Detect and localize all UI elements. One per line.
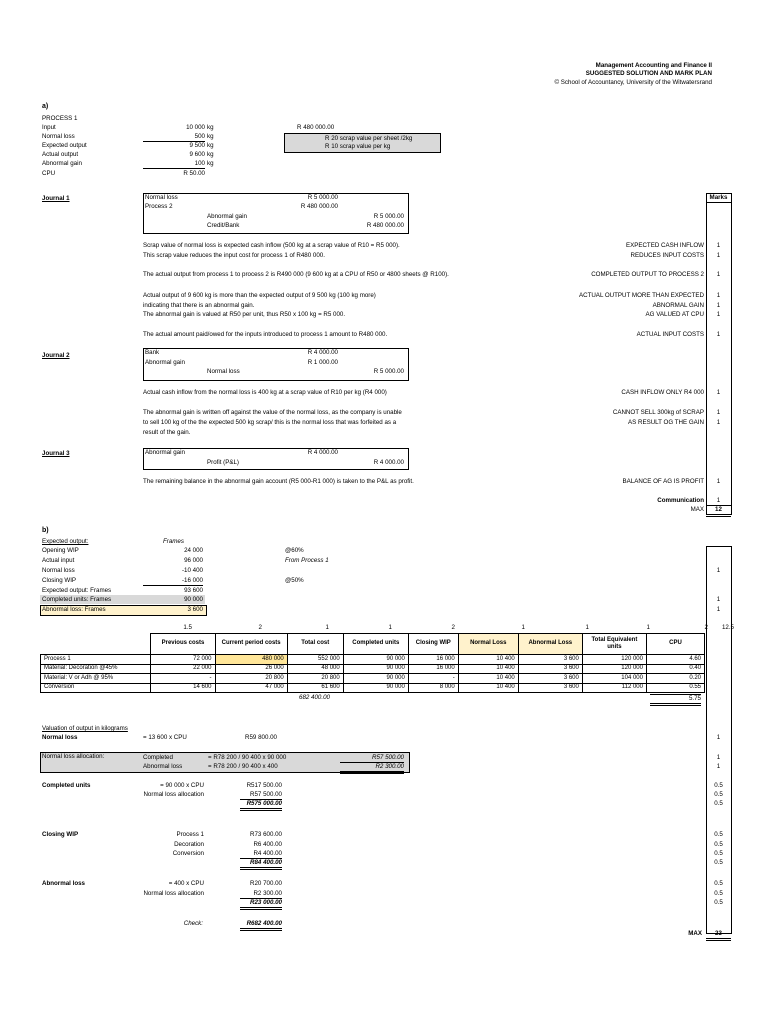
closing-mark: 0.5 (714, 831, 723, 838)
communication-mark: 1 (706, 497, 731, 506)
part-a-label: a) (42, 103, 49, 110)
table-cell: 3 600 (518, 674, 582, 684)
header-line3: © School of Accountancy, University of the Witwatersrand (554, 79, 712, 86)
process1-row-value: R 50.00 (183, 170, 205, 177)
process1-row-unit: kg (207, 142, 214, 149)
max-a-label: MAX (690, 506, 704, 513)
process1-row-value: 9 600 (189, 151, 205, 158)
expected-output-value: 96 000 (184, 557, 203, 564)
table-row (41, 655, 705, 665)
table-cell: 22 000 (151, 664, 215, 674)
table-cell: 10 400 (458, 664, 518, 674)
scrap-value-box (284, 133, 441, 153)
table-cell: 16 000 (408, 655, 458, 665)
exp-c-text: The remaining balance in the abnormal gain account (R5 000-R1 000) is taken to the P&L as profit. (143, 478, 414, 485)
table-row-label: Process 1 (41, 655, 151, 665)
journal-debit: R 4 000.00 (307, 349, 338, 356)
explanation-text: Actual cash inflow from the normal loss is 400 kg at a scrap value of R10 per kg (R4 000) (143, 389, 387, 396)
journal-account: Abnormal gain (145, 358, 185, 366)
header-line1: Management Accounting and Finance II (595, 62, 712, 69)
table-column-mark: 2 (258, 624, 262, 631)
table-cell: 3 600 (518, 683, 582, 693)
alloc-row-calc: = R78 200 / 90 400 x 90 000 (208, 754, 287, 761)
closing-row-value: R6 400.00 (253, 841, 282, 848)
process1-row-unit: kg (207, 160, 214, 167)
expected-output-label: Actual input (42, 557, 75, 564)
table-cell: 16 000 (408, 664, 458, 674)
expected-output-note: @60% (285, 547, 304, 554)
table-cell: 3 600 (518, 664, 582, 674)
table-header-cell: Total cost (287, 634, 343, 655)
journal-account: Credit/Bank (207, 221, 240, 229)
exp-c-mark: 1 (716, 478, 721, 485)
valuation-title: Valuation of output in kilograms (42, 725, 128, 732)
expected-output-note: @50% (285, 577, 304, 584)
table-cell: 20 800 (287, 674, 343, 684)
part-b-mark: 1 (716, 567, 721, 574)
nl-mark: 1 (716, 734, 721, 741)
table-cell: 0.55 (646, 683, 704, 693)
frames-label: Frames (163, 538, 184, 545)
scrap-line2: R 10 scrap value per kg (325, 143, 391, 150)
table-cell: 10 400 (458, 655, 518, 665)
table-cell: 104 000 (582, 674, 646, 684)
completed-mark: 0.5 (714, 782, 723, 789)
table-row (41, 674, 705, 684)
journal-account: Normal loss (145, 194, 178, 201)
journal-debit: R 4 000.00 (307, 449, 338, 456)
expected-output-value: -16 000 (143, 577, 203, 586)
alloc-row-value: R57 500.00 (340, 754, 404, 763)
journal-account: Process 2 (145, 203, 173, 211)
explanation-text: The actual amount paid/owed for the inputs introduced to process 1 amount to R480 000. (143, 331, 388, 338)
closing-row-value: R4 400.00 (240, 850, 282, 859)
max-b-label: MAX (688, 930, 702, 937)
closing-row-label: Process 1 (176, 831, 204, 838)
explanation-mark: 1 (716, 419, 721, 426)
abnormal-total: R23 000.00 (240, 899, 282, 910)
explanation-mark: 1 (716, 292, 721, 299)
table-cell: 480 000 (215, 655, 287, 665)
journal-account: Profit (P&L) (207, 458, 239, 466)
closing-wip-label: Closing WIP (42, 831, 79, 838)
process1-row-label: CPU (42, 170, 56, 177)
closing-row-label: Conversion (172, 850, 204, 857)
journal3-title: Journal 3 (42, 450, 70, 457)
process1-row-value: 100 (143, 160, 205, 169)
expected-output-label: Opening WIP (42, 547, 79, 554)
expected-output-value: 3 600 (187, 606, 203, 613)
table-column-mark: 1 (325, 624, 329, 631)
completed-row-label: = 90 000 x CPU (160, 782, 204, 789)
normal-loss-label: Normal loss (42, 734, 78, 741)
expected-output-title: Expected output: (42, 538, 89, 545)
table-column-mark: 2 (451, 624, 455, 631)
table-cell: - (151, 674, 215, 684)
expected-output-value: 90 000 (184, 596, 203, 603)
explanation-text: This scrap value reduces the input cost for process 1 of R480 000. (143, 252, 325, 259)
table-column-mark: 1 (585, 624, 589, 631)
completed-mark: 0.5 (714, 791, 723, 798)
process1-row-value: 500 (143, 133, 205, 142)
process1-row-label: Normal loss (42, 133, 75, 140)
table-cell: 120 000 (582, 655, 646, 665)
table-cell: 90 000 (343, 655, 408, 665)
explanation-text: The abnormal gain is written off against the value of the normal loss, as the company is unable (143, 409, 402, 416)
completed-row-value: R57 500.00 (240, 791, 282, 800)
table-cell: 20 800 (215, 674, 287, 684)
explanation-mark-text: ACTUAL OUTPUT MORE THAN EXPECTED (578, 292, 704, 299)
part-b-label: b) (42, 527, 49, 534)
alloc-row-label: Completed (143, 754, 173, 761)
table-cell: 10 400 (458, 683, 518, 693)
abnormal-row-label: = 400 x CPU (168, 880, 204, 887)
table-cell: 61 600 (287, 683, 343, 693)
table-cell: 10 400 (458, 674, 518, 684)
explanation-mark: 1 (716, 242, 721, 249)
expected-output-label: Closing WIP (42, 577, 77, 584)
journal-account: Abnormal gain (145, 449, 185, 456)
explanation-mark-text: AG VALUED AT CPU (645, 311, 704, 318)
table-row (41, 683, 705, 693)
abnormal-row-value: R20 700.00 (250, 880, 282, 887)
table-header-cell: Closing WIP (408, 634, 458, 655)
table-row (41, 664, 705, 674)
explanation-text: Actual output of 9 600 kg is more than the expected output of 9 500 kg (100 kg more) (143, 292, 376, 299)
alloc-row-value: R2 300.00 (340, 763, 404, 774)
total-cost: 682 400.00 (299, 694, 330, 701)
normal-loss-calc: = 13 600 x CPU (143, 734, 187, 741)
explanation-mark: 1 (716, 389, 721, 396)
explanation-text: indicating that there is an abnormal gain. (143, 302, 255, 309)
process1-row-label: Input (42, 124, 56, 131)
closing-row-value: R73 600.00 (250, 831, 282, 838)
abnormal-row-value: R2 300.00 (240, 890, 282, 899)
explanation-mark: 1 (716, 252, 721, 259)
completed-row-value: R517 500.00 (246, 782, 282, 789)
process1-row-value: 10 000 (186, 124, 205, 131)
table-column-mark: 1 (646, 624, 650, 631)
expected-output-value: 93 600 (184, 587, 203, 594)
explanation-mark: 1 (716, 409, 721, 416)
journal-account: Normal loss (207, 368, 240, 376)
table-cell: 47 000 (215, 683, 287, 693)
header-line2: SUGGESTED SOLUTION AND MARK PLAN (585, 70, 712, 77)
expected-output-label: Abnormal loss: Frames (42, 606, 106, 613)
explanation-mark-text: EXPECTED CASH INFLOW (625, 242, 704, 249)
completed-row-label: Normal loss allocation (143, 791, 204, 798)
table-cell: 90 000 (343, 674, 408, 684)
expected-output-note: From Process 1 (285, 557, 329, 564)
journal-credit: R 480 000.00 (366, 221, 404, 229)
explanation-mark-text: REDUCES INPUT COSTS (630, 252, 704, 259)
alloc-label: Normal loss allocation: (42, 753, 105, 760)
marks-header: Marks (706, 194, 731, 203)
explanation-mark: 1 (716, 271, 721, 278)
expected-output-label: Completed units: Frames (42, 596, 112, 603)
table-row-label: Conversion (41, 683, 151, 693)
cost-table (40, 633, 705, 693)
table-row-label: Material: V or Adh @ 95% (41, 674, 151, 684)
table-cell: 120 000 (582, 664, 646, 674)
table-header-cell: CPU (646, 634, 704, 655)
explanation-mark-text: ACTUAL INPUT COSTS (636, 331, 704, 338)
journal-debit: R 5 000.00 (307, 194, 338, 201)
max-a-value: 12 (706, 506, 731, 517)
completed-total: R575 000.00 (240, 800, 282, 811)
explanation-mark: 1 (716, 311, 721, 318)
explanation-text: The abnormal gain is valued at R50 per unit, thus R50 x 100 kg = R5 000. (143, 311, 346, 318)
alloc-row-label: Abnormal loss (143, 763, 183, 770)
table-cell: 4.60 (646, 655, 704, 665)
table-cell: 0.20 (646, 674, 704, 684)
table-header-cell (41, 634, 151, 655)
table-cell: - (408, 674, 458, 684)
explanation-text: result of the gain. (143, 429, 191, 436)
closing-mark: 0.5 (714, 841, 723, 848)
explanation-mark-text: ABNORMAL GAIN (652, 302, 704, 309)
process1-row-label: Expected output (42, 142, 87, 149)
expected-output-value: 24 000 (184, 547, 203, 554)
closing-mark: 0.5 (714, 859, 723, 866)
table-row-label: Material: Decoration @45% (41, 664, 151, 674)
journal1-title: Journal 1 (42, 195, 70, 202)
abnormal-mark: 0.5 (714, 890, 723, 897)
table-cell: 112 000 (582, 683, 646, 693)
table-column-mark: 12.5 (721, 624, 734, 631)
table-cell: 72 000 (151, 655, 215, 665)
alloc-row-calc: = R78 200 / 90 400 x 400 (208, 763, 278, 770)
normal-loss-value: R59 800.00 (245, 734, 277, 741)
table-header-row (41, 634, 705, 655)
explanation-text: Scrap value of normal loss is expected cash inflow (500 kg at a scrap value of R10 = R5 000). (143, 242, 400, 249)
journal-debit: R 480 000.00 (300, 203, 338, 211)
table-cell: 48 000 (287, 664, 343, 674)
check-value: R682 400.00 (240, 920, 282, 931)
journal-credit: R 5 000.00 (373, 368, 404, 376)
table-header-cell: Abnormal Loss (518, 634, 582, 655)
abnormal-mark: 0.5 (714, 880, 723, 887)
process1-row-unit: kg (207, 124, 214, 131)
total-cpu: 5.75 (650, 694, 701, 706)
expected-output-value: -10 400 (182, 567, 203, 574)
abnormal-loss-label: Abnormal loss (42, 880, 85, 887)
exp-c-mark-text: BALANCE OF AG IS PROFIT (622, 478, 704, 485)
abnormal-mark: 0.5 (714, 899, 723, 906)
table-header-cell: Previous costs (151, 634, 215, 655)
explanation-mark: 1 (716, 331, 721, 338)
alloc-mark: 1 (716, 763, 721, 770)
process1-row-label: Actual output (42, 151, 79, 158)
expected-output-label: Normal loss (42, 567, 75, 574)
table-column-mark: 1.5 (183, 624, 192, 631)
process1-row-unit: kg (207, 151, 214, 158)
process1-row-label: Abnormal gain (42, 160, 82, 167)
table-header-cell: Current period costs (215, 634, 287, 655)
completed-units-label: Completed units (42, 782, 91, 789)
journal-credit: R 4 000.00 (373, 458, 404, 466)
table-column-mark: 2 (704, 624, 708, 631)
process1-row-unit: kg (207, 133, 214, 140)
table-cell: 90 000 (343, 664, 408, 674)
table-cell: 90 000 (343, 683, 408, 693)
explanation-mark-text: CANNOT SELL 300kg of SCRAP (612, 409, 704, 416)
explanation-text: to sell 100 kg of the the expected 500 kg scrap/ this is the normal loss that was forfeited as a (143, 419, 397, 426)
table-column-mark: 1 (521, 624, 525, 631)
explanation-mark: 1 (716, 302, 721, 309)
journal-account: Abnormal gain (207, 212, 247, 220)
journal2-title: Journal 2 (42, 352, 70, 359)
table-cell: 14 600 (151, 683, 215, 693)
part-b-mark: 1 (716, 606, 721, 613)
table-cell: 26 000 (215, 664, 287, 674)
closing-mark: 0.5 (714, 850, 723, 857)
table-header-cell: Completed units (343, 634, 408, 655)
expected-output-label: Expected output: Frames (42, 587, 112, 594)
input-amount: R 480 000.00 (297, 124, 335, 131)
journal-account: Bank (145, 349, 160, 356)
communication-label: Communication (657, 497, 704, 504)
table-cell: 3 600 (518, 655, 582, 665)
process-label: PROCESS 1 (42, 115, 78, 122)
explanation-mark-text: CASH INFLOW ONLY R4 000 (621, 389, 704, 396)
completed-mark: 0.5 (714, 800, 723, 807)
part-b-mark: 1 (716, 596, 721, 603)
explanation-mark-text: AS RESULT OG THE GAIN (628, 419, 704, 426)
alloc-mark: 1 (716, 754, 721, 761)
table-cell: 0.40 (646, 664, 704, 674)
journal-credit: R 5 000.00 (373, 212, 404, 220)
table-column-mark: 1 (388, 624, 392, 631)
process1-row-value: 9 500 (189, 142, 205, 149)
max-b-value: 23 (706, 930, 731, 941)
closing-total: R84 400.00 (240, 859, 282, 870)
journal-debit: R 1 000.00 (307, 358, 338, 366)
table-cell: 8 000 (408, 683, 458, 693)
abnormal-row-label: Normal loss allocation (143, 890, 204, 897)
explanation-text: The actual output from process 1 to process 2 is R490 000 (9 600 kg at a CPU of R50 or 4800 sheets @ R100). (143, 271, 449, 278)
check-label: Check: (183, 920, 203, 927)
explanation-mark-text: COMPLETED OUTPUT TO PROCESS 2 (591, 271, 704, 278)
table-header-cell: Total Equivalent units (582, 634, 646, 655)
closing-row-label: Decoration (174, 841, 204, 848)
table-cell: 552 000 (287, 655, 343, 665)
table-header-cell: Normal Loss (458, 634, 518, 655)
scrap-line1: R 20 scrap value per sheet /2kg (325, 135, 413, 142)
